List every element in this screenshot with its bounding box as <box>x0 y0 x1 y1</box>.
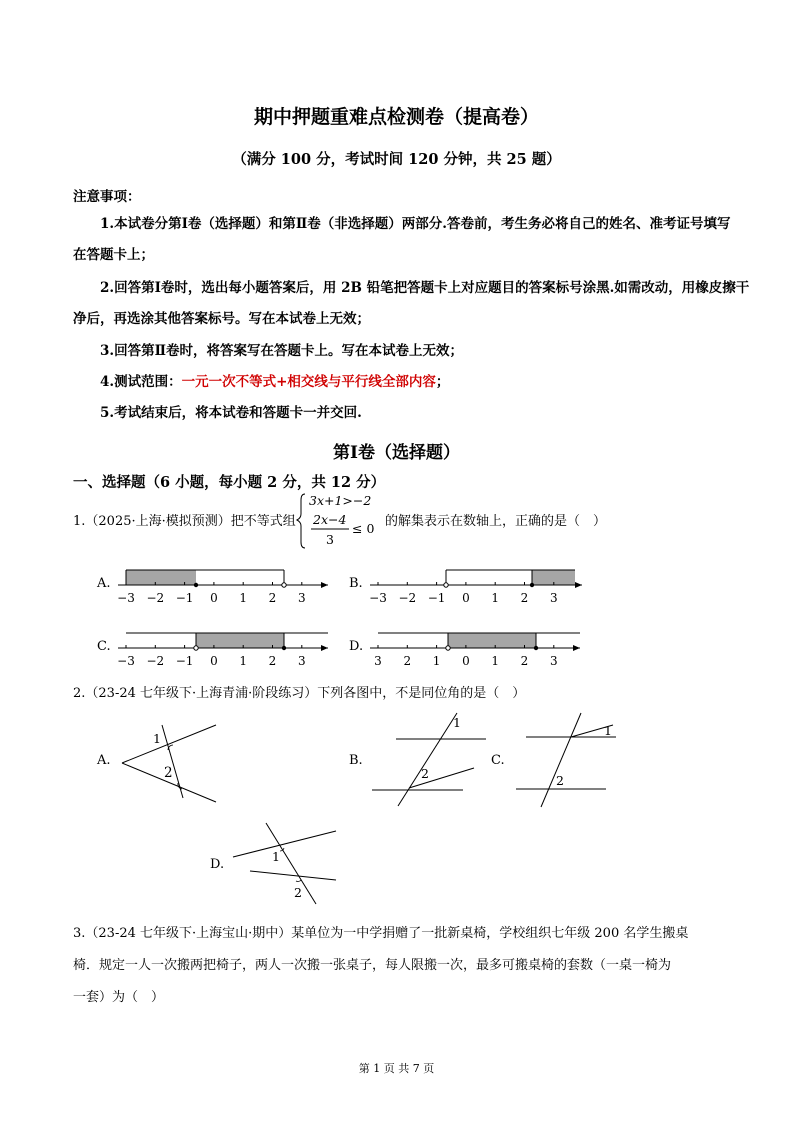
notice-item-5: 5.考试结束后，将本试卷和答题卡一并交回. <box>100 405 362 421</box>
number-line-tick-label: 0 <box>210 654 218 668</box>
q1-numberline-c <box>110 623 340 673</box>
q1-d-shade <box>448 633 536 648</box>
number-line-tick-label: 2 <box>268 591 277 605</box>
q2-b-transversal <box>398 713 457 806</box>
q2-d-angle-arc-2 <box>296 880 301 881</box>
q1-inequality-system <box>293 490 383 550</box>
q2-d-angle-2: 2 <box>294 885 302 900</box>
number-line-tick-label: −1 <box>175 591 194 605</box>
q1-inequality-2-relation: ≤ 0 <box>352 521 375 536</box>
q2-d-line-lower <box>250 871 336 880</box>
number-line-tick-label: −3 <box>117 654 135 668</box>
number-line-tick-label: 1 <box>491 591 500 605</box>
number-line-tick-label: 1 <box>239 654 248 668</box>
q1-prefix: 1.（2025·上海·模拟预测）把不等式组 <box>73 514 296 529</box>
q2-figure-a <box>115 715 225 810</box>
q3-line-2: 椅．规定一人一次搬两把椅子，两人一次搬一张桌子，每人限搬一次，最多可搬桌椅的套数（一桌一椅为 <box>73 958 672 973</box>
number-line-tick-label: 3 <box>549 654 558 668</box>
q2-b-angle-2: 2 <box>421 766 429 781</box>
notice-item-4-suffix: ； <box>435 374 450 390</box>
exam-title: 期中押题重难点检测卷（提高卷） <box>253 106 539 128</box>
q2-option-d-label: D. <box>210 857 225 872</box>
number-line-tick-label: 3 <box>297 654 306 668</box>
q3-line-3: 一套）为（ ） <box>73 990 165 1005</box>
q1-brace <box>297 494 305 548</box>
q1-b-point-neg1 <box>444 583 448 587</box>
q1-c-point-neg1 <box>194 646 198 650</box>
number-line-tick-label: 3 <box>549 591 558 605</box>
notice-item-4-prefix: 4.测试范围： <box>100 374 182 390</box>
q1-inequality-1: 3x+1>−2 <box>309 493 372 508</box>
notice-item-1-line-1: 1.本试卷分第Ⅰ卷（选择题）和第Ⅱ卷（非选择题）两部分.答卷前，考生务必将自己的姓名、准考证号填写 <box>100 216 731 232</box>
number-line-tick-label: 0 <box>462 591 470 605</box>
q2-a-angle-2: 2 <box>164 765 173 781</box>
notice-heading: 注意事项： <box>73 189 141 205</box>
q2-text: 2.（23-24 七年级下·上海青浦·阶段练习）下列各图中，不是同位角的是（ ） <box>73 686 526 701</box>
q2-figure-b <box>365 710 490 810</box>
number-line-tick-label: −2 <box>398 591 417 605</box>
q2-b-angle-1: 1 <box>453 715 461 730</box>
number-line-tick-label: −1 <box>175 654 194 668</box>
q1-c-point-2 <box>282 646 286 650</box>
q1-option-b-label: B. <box>349 576 363 591</box>
part-heading: 一、选择题（6 小题，每小题 2 分，共 12 分） <box>73 474 386 491</box>
q1-d-point-2 <box>534 646 538 650</box>
q1-inequality-2-denominator: 3 <box>326 532 334 547</box>
number-line-tick-label: −2 <box>146 591 165 605</box>
q1-option-d-label: D. <box>349 639 364 654</box>
number-line-tick-label: 2 <box>520 654 529 668</box>
q1-option-a-label: A. <box>97 576 111 591</box>
number-line-tick-label: −2 <box>146 654 165 668</box>
q2-option-a-label: A. <box>97 753 111 768</box>
q1-numberline-b <box>362 560 592 610</box>
notice-item-1-line-2: 在答题卡上； <box>73 247 154 263</box>
section-title: 第Ⅰ卷（选择题） <box>333 443 460 463</box>
q2-a-transversal <box>162 725 183 798</box>
number-line-tick-label: 2 <box>403 654 412 668</box>
q2-c-angle-2: 2 <box>556 773 564 788</box>
notice-item-4-range: 一元一次不等式+相交线与平行线全部内容 <box>181 374 436 390</box>
q1-b-point-2 <box>530 583 534 587</box>
q2-option-c-label: C. <box>491 753 505 768</box>
number-line-tick-label: 3 <box>297 591 306 605</box>
q1-c-arrow <box>321 645 328 651</box>
q1-a-shade <box>126 570 196 585</box>
q1-d-arrow <box>573 645 580 651</box>
q2-a-angle-1: 1 <box>153 731 161 746</box>
page-number: 第 1 页 共 7 页 <box>358 1062 435 1075</box>
number-line-tick-label: −3 <box>117 591 135 605</box>
number-line-tick-label: 3 <box>374 654 382 668</box>
notice-item-3: 3.回答第Ⅱ卷时，将答案写在答题卡上。写在本试卷上无效； <box>100 343 463 359</box>
q2-b-slanted-line <box>409 768 474 788</box>
q2-d-angle-1: 1 <box>272 849 280 864</box>
number-line-tick-label: 0 <box>210 591 218 605</box>
number-line-tick-label: 2 <box>520 591 529 605</box>
q1-a-arrow <box>321 582 328 588</box>
q1-b-arrow <box>575 582 582 588</box>
number-line-tick-label: 1 <box>491 654 500 668</box>
notice-item-2-line-2: 净后，再选涂其他答案标号。写在本试卷上无效； <box>73 311 370 327</box>
q1-c-shade <box>196 633 284 648</box>
q1-numberline-a <box>110 560 340 610</box>
q1-a-point-2 <box>282 583 286 587</box>
q2-a-line-upper <box>122 725 216 763</box>
q2-option-b-label: B. <box>349 753 363 768</box>
notice-item-2-line-1: 2.回答第Ⅰ卷时，选出每小题答案后，用 2B 铅笔把答题卡上对应题目的答案标号涂黑.如需改动，用橡皮擦干 <box>100 280 750 296</box>
number-line-tick-label: 2 <box>268 654 277 668</box>
q1-inequality-2-numerator: 2x−4 <box>313 512 347 527</box>
q3-line-1: 3.（23-24 七年级下·上海宝山·期中）某单位为一中学捐赠了一批新桌椅，学校组织七年级 200 名学生搬桌 <box>73 926 689 941</box>
q1-d-point-1 <box>446 646 450 650</box>
q1-option-c-label: C. <box>97 639 111 654</box>
number-line-tick-label: 0 <box>462 654 470 668</box>
number-line-tick-label: 1 <box>432 654 441 668</box>
number-line-tick-label: −1 <box>427 591 446 605</box>
number-line-tick-label: −3 <box>369 591 387 605</box>
exam-subtitle: （满分 100 分，考试时间 120 分钟，共 25 题） <box>232 151 561 168</box>
q2-c-angle-1: 1 <box>604 723 612 738</box>
q2-figure-c <box>512 710 622 810</box>
q1-a-point-neg1 <box>194 583 198 587</box>
notice-item-4 <box>100 372 449 392</box>
number-line-tick-label: 1 <box>239 591 248 605</box>
q1-numberline-d <box>362 623 592 673</box>
q2-c-transversal <box>541 713 581 807</box>
q2-figure-d <box>228 818 343 908</box>
q1-suffix: 的解集表示在数轴上，正确的是（ ） <box>385 514 607 529</box>
